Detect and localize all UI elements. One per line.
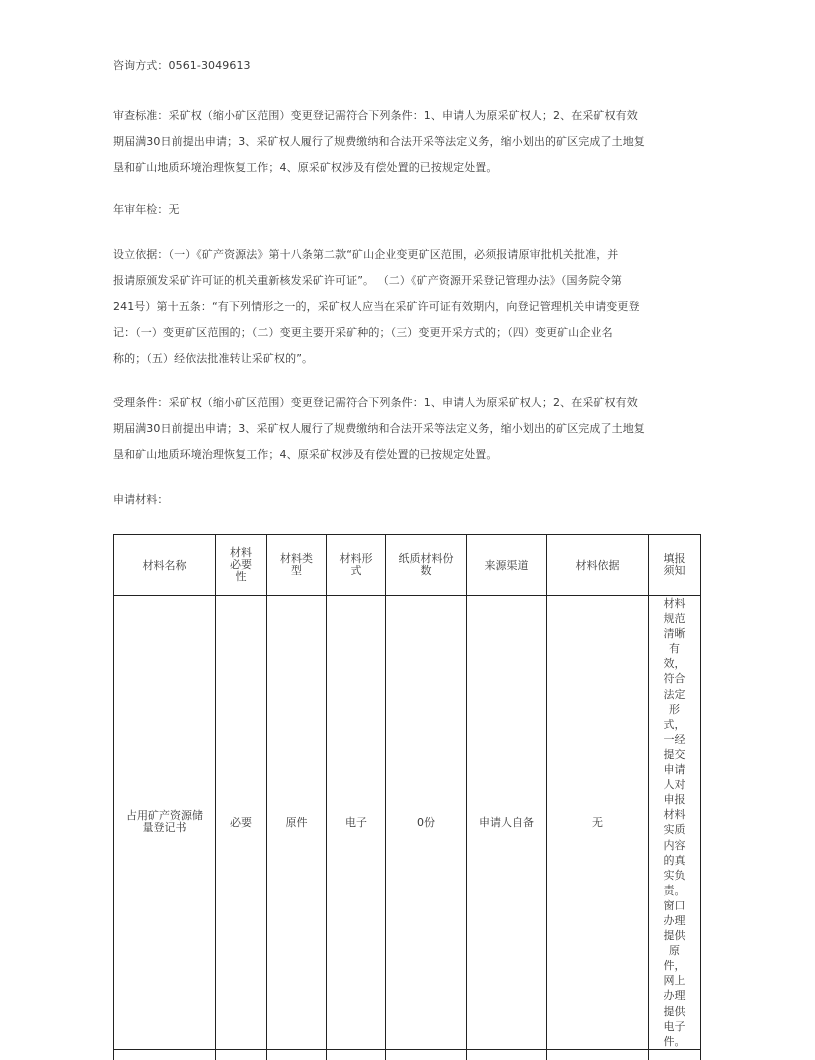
cell-form: 电子 — [327, 596, 386, 1050]
annual-check-line — [113, 197, 705, 223]
cell-necessity: 必要 — [216, 596, 267, 1050]
header-form: 材料形式 — [327, 535, 386, 596]
acceptance-paragraph — [113, 390, 705, 468]
header-paper-copies: 纸质材料份数 — [386, 535, 467, 596]
materials-label-line — [113, 487, 705, 513]
header-material-name: 材料名称 — [114, 535, 216, 596]
text-line: 报请原颁发采矿许可证的机关重新核发采矿许可证”。 （二）《矿产资源开采登记管理办法》（国务院令第 — [113, 274, 622, 287]
header-basis: 材料依据 — [547, 535, 649, 596]
header-type: 材料类型 — [267, 535, 327, 596]
cell-notes: 材料规范清晰有效，符合法定形式，一经提交申请人对申报材料实质内容的真实负责。窗口办理提供原件，网上办理提供电子件。 — [649, 596, 701, 1050]
table-row — [114, 596, 701, 1050]
cell-type: 原件 — [267, 596, 327, 1050]
annual-check-text: 年审年检：无 — [113, 203, 180, 216]
cell-copies: 0份 — [386, 596, 467, 1050]
text-line: 期届满30日前提出申请；3、采矿权人履行了规费缴纳和合法开采等法定义务，缩小划出的矿区完成了土地复 — [113, 135, 645, 148]
cell-material-name: 占用矿产资源储量登记书 — [114, 596, 216, 1050]
cell-basis: 无 — [547, 596, 649, 1050]
text-line: 垦和矿山地质环境治理恢复工作；4、原采矿权涉及有偿处置的已按规定处置。 — [113, 448, 498, 461]
text-line: 称的；（五）经依法批准转让采矿权的”。 — [113, 352, 314, 365]
header-necessity: 材料必要性 — [216, 535, 267, 596]
review-standard-paragraph — [113, 103, 705, 181]
table-header-row — [114, 535, 701, 596]
text-line: 期届满30日前提出申请；3、采矿权人履行了规费缴纳和合法开采等法定义务，缩小划出的矿区完成了土地复 — [113, 422, 645, 435]
text-line: 241号）第十五条：“有下列情形之一的，采矿权人应当在采矿许可证有效期内，向登记管理机关申请变更登 — [113, 300, 640, 313]
header-notes: 填报须知 — [649, 535, 701, 596]
consult-text: 咨询方式：0561-3049613 — [113, 59, 251, 72]
cell-source: 申请人自备 — [467, 596, 547, 1050]
text-line: 记：（一）变更矿区范围的；（二）变更主要开采矿种的；（三）变更开采方式的；（四）变更矿山企业名 — [113, 326, 613, 339]
legal-basis-paragraph — [113, 242, 705, 372]
consult-line — [113, 53, 705, 79]
header-source: 来源渠道 — [467, 535, 547, 596]
text-line: 设立依据：（一）《矿产资源法》第十八条第二款“矿山企业变更矿区范围，必须报请原审批机关批准，并 — [113, 248, 619, 261]
materials-label: 申请材料： — [113, 493, 169, 506]
text-line: 审查标准：采矿权（缩小矿区范围）变更登记需符合下列条件：1、申请人为原采矿权人；2、在采矿权有效 — [113, 109, 638, 122]
materials-table — [113, 534, 701, 1060]
text-line: 受理条件：采矿权（缩小矿区范围）变更登记需符合下列条件：1、申请人为原采矿权人；2、在采矿权有效 — [113, 396, 638, 409]
text-line: 垦和矿山地质环境治理恢复工作；4、原采矿权涉及有偿处置的已按规定处置。 — [113, 161, 498, 174]
